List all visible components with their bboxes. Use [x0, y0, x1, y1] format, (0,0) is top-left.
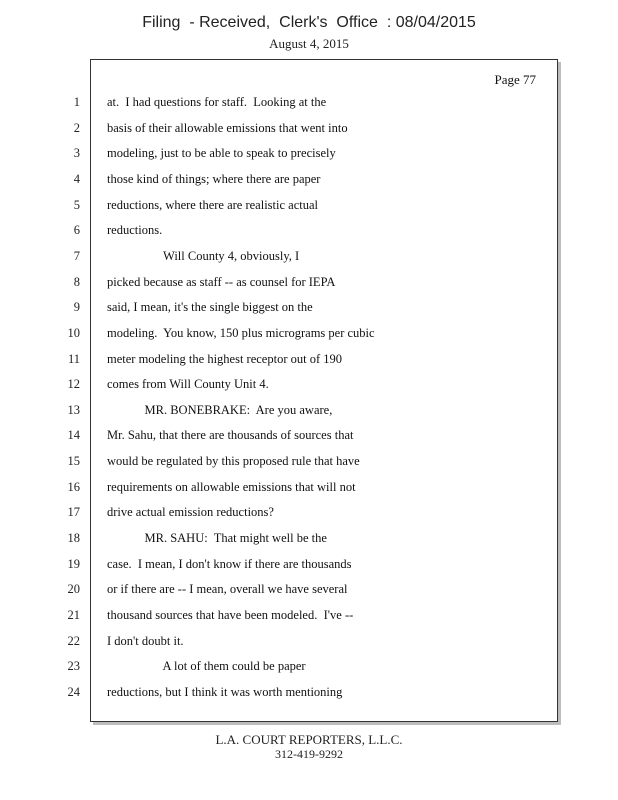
line-number: 2	[73, 120, 80, 135]
transcript-line: or if there are -- I mean, overall we have several	[107, 582, 348, 597]
line-number: 10	[67, 325, 80, 340]
transcript-line: said, I mean, it's the single biggest on the	[107, 300, 313, 315]
line-number: 6	[73, 223, 80, 238]
transcript-line: MR. BONEBRAKE: Are you aware,	[107, 402, 333, 417]
transcript-line: requirements on allowable emissions that will not	[107, 479, 356, 494]
line-number: 11	[67, 351, 80, 366]
line-number: 4	[73, 171, 80, 186]
transcript-line: basis of their allowable emissions that went into	[107, 120, 348, 135]
transcript-line: reductions, but I think it was worth mentioning	[107, 684, 343, 699]
line-number: 19	[67, 556, 80, 571]
line-number: 15	[67, 454, 80, 469]
transcript-line: reductions.	[107, 223, 163, 238]
line-number: 23	[67, 659, 80, 674]
transcript-line: reductions, where there are realistic actual	[107, 197, 318, 212]
transcript-line: drive actual emission reductions?	[107, 505, 274, 520]
transcript-line: thousand sources that have been modeled. I've --	[107, 608, 354, 622]
line-number: 14	[67, 428, 80, 443]
transcript-line: picked because as staff -- as counsel for IEPA	[107, 274, 336, 289]
transcript-line: at. I had questions for staff. Looking at the	[107, 95, 327, 109]
line-number: 20	[67, 582, 80, 597]
line-number: 9	[73, 300, 80, 315]
line-number: 3	[73, 146, 80, 161]
transcript-line: those kind of things; where there are paper	[107, 171, 321, 186]
transcript-line: Mr. Sahu, that there are thousands of sources that	[107, 428, 354, 443]
line-number: 16	[67, 479, 80, 494]
page-number: Page 77	[494, 72, 536, 87]
transcript-line: case. I mean, I don't know if there are thousands	[107, 556, 352, 571]
line-number: 22	[67, 633, 80, 648]
line-number: 12	[67, 377, 80, 392]
transcript-line: comes from Will County Unit 4.	[107, 377, 269, 392]
line-number: 17	[67, 505, 80, 520]
transcript-line: Will County 4, obviously, I	[107, 248, 300, 263]
line-number: 24	[67, 684, 80, 699]
line-number: 21	[67, 608, 80, 622]
transcript-line: I don't doubt it.	[107, 633, 184, 648]
reporter-company: L.A. COURT REPORTERS, L.L.C.	[215, 732, 403, 747]
line-number: 8	[73, 274, 80, 289]
line-number: 1	[73, 95, 80, 109]
line-number: 18	[67, 531, 80, 545]
transcript-line: would be regulated by this proposed rule that have	[107, 454, 360, 469]
transcript-line: A lot of them could be paper	[107, 659, 306, 674]
filed-date: August 4, 2015	[269, 36, 349, 51]
line-number: 13	[67, 402, 80, 417]
transcript-line: meter modeling the highest receptor out of 190	[107, 351, 343, 366]
transcript-line: modeling. You know, 150 plus micrograms per cubic	[107, 325, 375, 340]
filing-stamp: Filing - Received, Clerk's Office : 08/04/2015	[142, 14, 476, 31]
line-number: 5	[73, 197, 80, 212]
footer	[0, 733, 618, 761]
transcript-line: MR. SAHU: That might well be the	[107, 531, 327, 545]
transcript-line: modeling, just to be able to speak to precisely	[107, 146, 336, 161]
reporter-phone: 312-419-9292	[275, 747, 343, 761]
line-number: 7	[73, 248, 80, 263]
